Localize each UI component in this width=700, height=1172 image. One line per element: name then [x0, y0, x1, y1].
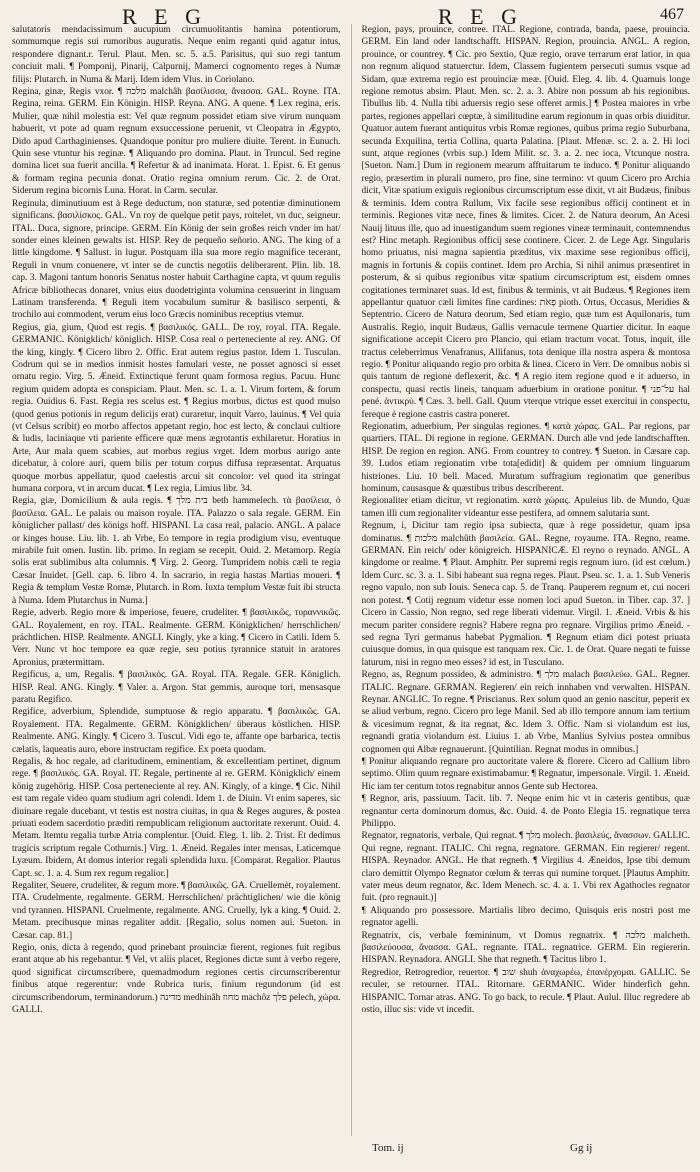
- dictionary-entry: Reginula, diminutiuum est à Rege deductum, non staturæ, sed potentiæ diminutionem significans. βασιλίσκος. GAL. Vn roy de quelque petit pays, roitelet, vn duc, seigneur. ITAL. Duca, signore, principe. GERM. Ein König der sein großes reich vnder im hat/ sonder eines kleinen gewalts ist. HISP. Rey de pequeño señorio. ANG. The king of a little kingdome. ¶ Sallust. in lugur. Postquam illa sua more regio magnifice tecerant, Reguli in vnum conuenere, vt inter se de cunctis negotiis deliberarent. Plin. lib. 18. cap. 3. Magoni tantum honoris Senatus noster habuit Carthagine capta, vt quum regulis Africæ bibliothecas donaret, vnius eius duodetriginta volumina censuerint in linguam Latinam transferenda. ¶ Reguli item vocabulum sumitur & basilisco serpenti, & trochilo aui commodent, verum eius loco Græcis nominibus receptius vtemur.: [12, 198, 341, 321]
- dictionary-entry: Regifice, adverbium, Splendide, sumptuose & regio apparatu. ¶ βασιλικῶς. GA. Royalement. ITA. Regalmente. GERM. Königklichen/ überaus köstlichen. HISP. Realmente. ANG. Kingly. ¶ Cicero 3. Tuscul. Vidi ego te, affante ope barbarica, tectis cælatis, laqueatis auro, ebore instructam regifice. Ex poeta quodam.: [12, 707, 341, 755]
- dictionary-entry: ¶ Aliquando pro possessore. Martialis libro decimo, Quisquis eris nostri post me regnator agelli.: [361, 905, 690, 929]
- dictionary-entry: Regalis, & hoc regale, ad claritudinem, eminentiam, & excellentiam pertinet, dignum rege. ¶ βασιλικός. GA. Royal. IT. Regale, pertinente al re. GERM. Königklich/ einem könig zugehörig. HISP. Cosa perteneciente al rey. AN. Kingly, of a kinge. ¶ Cic. Nihil est tam regale video quam studium agri colendi. Idem 1. de Diuin. Vt enim saperes, sic diuinare regale ducebant, vt testis est nostra ciuitas, in qua & Reges augures, & postea priuati eodem sacerdotio præditi rempublicam religionum auctoritate rexerunt. Ouid. 4. Metam. Itemtu regalia turbæ Atria complentur. [Ouid. Eleg. 1. lib. 2. Trist. Et dedimus tragicis scriptum regale Cothurnis.] Virg. 1. Æneid. Regales inter mensas, Laticemque Lyæum. Ibidem, At domus interior regali splendida luxu. [Comparat. Regalior. Plautus Capt. sc. 1. a. 4. Sum rex regum regalior.]: [12, 756, 341, 879]
- dictionary-entry: Regionatim, aduerbium, Per singulas regiones. ¶ κατὰ χώρας. GAL. Par regions, par quartiers. ITAL. Di regione in regione. GERMAN. Durch alle vnd jede landtschafften. HISP. De region en region. ANG. From countrey to contrey. ¶ Sueton. in Cæsare cap. 39. Ludos etiam regionatim vrbe tota[edidit] & quidem per omnium linguarum histriones. Liu. 10 bell. Maced. Muratum suffragium regionatim que generibus hominum, causasque & quæstibus tribus describerent.: [361, 422, 690, 495]
- right-running-head: R E G: [438, 4, 523, 29]
- left-running-head: R E G: [122, 4, 207, 29]
- dictionary-entry: Region, pays, prouince, contree. ITAL. Regione, contrada, banda, paese, prouincia. GERM. Ein land oder landtschafft. HISPAN. Region, prouincia. ANGL. A region, prouince, or countrey. ¶ Cic. pro Sextio, Quæ regio, orave terrarum erat latior, in qua non regnum aliquod statuerctur. Idem, Classem fugientem persecuti sumus vsque ad Sidam, quæ extrema regio est prouinciæ meæ. [Ouid. Eleg. 4. lib. 4. Quamuis longe regione remotus absim. Plaut. Men. sc. 2. a. 3. Abire non possum ab his regionibus. Tibullus lib. 4. Nulla tibi aduersis regio sese offeret armis.] ¶ Postea maiores in vrbe partes, regiones appellari cœptæ, à similitudine earum regionum in quas orbis diuiditur. Quatuor autem fuerant antiquitus vrbis Romæ regiones, quibus prima regio Suburbana, secunda Exquilina, tertia Collina, quarta Palatina. [Plaut. Mfenæ. sc. 2. a. 2. Hi loci sunt, atque regiones (vrbis sup.) Idem Milit. sc. 3. a. 2. nec ioca, Vtcunque nostra. [Sueton. Nam.] Dum in regionem mearum afftuitarum te induco. ¶ Ponitur aliquando regio, præsertim in plurali numero, pro fine, sine termino: vt quum Cicero pro Archia dicit, Vitæ spatium exiguis regionibus circumscriptum esse dixit, vt ait Budæus, finibus & terminis. Idem contra Rullum, Vix facile sese regionibus officij continent et in terminis. Regiones vitæ nece, fines & limites. Cicer. 2. de Natura deorum, An Acesi Nauij lituus ille, quo ad inuestigandum suem regiones vineæ terminauit, contemnendus est? Hinc metaph. Regionibus officij sese continere. Cicer. 2. de Lege Agr. Singularis homo priuatus, nisi magna sapientia præditus, vix maxime sese regionibus officij, magnis in fortunis & copiis continet. Idem pro Archia, Si nihil animus præsentiret in posterum, & si quibus regionibus vitæ spatium circumscriptum est, eisdem omnes cogitationes terminaret suas. Id est, finibus & terminis, vt ait Budæus. ¶ Regiones item appellantur quatuor cæli limites fine cardines: פְאֹת pioth. Ortus, Occasus, Meridies & Septentrio. Cicero de Natura deorum, Sed etiam regio, quæ tum est Aquilonaris, tum Australis. Regio, inquit Budæus, Gallis vernacule termene Quartier dicitur. In eaque significatione accepit Cicero pro Plancio, qui etiam tractum vocat. Totus, inquit, ille tractus celeberrimus Venafranus, Allifanus, tota denique illa nostra aspera & montosa regio. ¶ Ponitur aliquando regio pro orbita & linea. Cicero in Verr. De omnibus nobis si quis tantum de regione deflexerit, &c. ¶ A regio item regione quod e it aduerso, in conspectu, quasi rectis lineis, tanquam aduerbium in oratione ponitur. ¶ על־פני hal pené. ἀντικρὺ. ¶ Cæs. 3. bell. Gall. Quum vterque vtrique esset exercitui in conspectu, fereque è regione castris castra poneret.: [361, 25, 690, 420]
- dictionary-entry: Regno, as, Regnum possideo, & administro. ¶ מלך malach βασιλεύω. GAL. Regner. ITALIC. Regnare. GERMAN. Regieren/ ein reich innhaben vnd verwalten. HISPAN. Reynar. ANGLIC. To regne. ¶ Priscianus. Rex solum quod an genio nascitur, peperit ex se aliud verbum, regno. Cicero pro lege Manil. Sed ab illo tempore annum iam tertium & vicesimum regnat, & ita regnat, &c. Idem 3. Offic. Nam si violandum est ius, regnandi gratia violandum est. Liuius 1. ab Vrbe, Manlius Sylvius postea omnibus cognomen qui Albæ regnauerunt. [Quintilian. Regnat modus in omnibus.]: [361, 670, 690, 755]
- page-number: 467: [660, 6, 684, 23]
- dictionary-entry: Regina, ginæ, Regis vxor. ¶ מלכה malchâh βασίλισσα, ἄνασσα. GAL. Royne. ITA. Regina, reina. GERM. Ein Königin. HISP. Reyna. ANG. A quene. ¶ Lex regina, eris. Mulier, quæ nihil molestia est: Vel quæ regnum possidet etiam sive virum nunquam habuerit, vt pote ad quam regnum exsuccessione peruenit, vt Cleopatra in Ægypto, Dido apud Carthaginienses. Quandoque ponitur pro muliere diuite. Terent. in Eunuch. Quin sese vtuntur his reginæ. ¶ Aliquando pro domina. Plaut. in Truncul. Sed regine domina licet sua fuerit ancilla. ¶ Refertur & ad inanimata. Horat. 1. Epist. 6. Et genus & formam regina pecunia donat. Oratio regina omnium rerum. Cic. 2. de Orat. Siderum regina bicornis Luna. Horat. in Carm. secular.: [12, 87, 341, 197]
- right-column: [362, 24, 691, 1136]
- left-column: [12, 24, 341, 1136]
- dictionary-entry: Regificus, a, um, Regalis. ¶ βασιλικός. GA. Royal. ITA. Regale. GER. Königlich. HISP. Real. ANG. Kingly. ¶ Valer. a. Argon. Stat gemmis, auroque tori, mensasque paratu Regifico.: [12, 670, 341, 705]
- volume-mark: Tom. ij: [372, 1142, 404, 1154]
- dictionary-entry: Regnatrix, cis, verbale fœmininum, vt Domus regnatrix. ¶ מלכה malcheth. βασιλεύουσα, ἄνασσα. GAL. regnante. ITAL. regnatrice. GERM. Ein regiererin. HISPAN. Reynadora. ANGLI. She that regneth. ¶ Tacitus libro 1.: [361, 930, 690, 966]
- signature-mark: Gg ij: [570, 1142, 593, 1154]
- dictionary-entry: ¶ Ponitur aliquando regnare pro auctoritate valere & florere. Cicero ad Callium libro septimo. Olim quum regnare existimabamur. ¶ Regnatur, impersonale. Virgil. 1. Æneid. Hic iam ter centum totos regnabitur annos Gente sub Hectorea.: [361, 756, 690, 792]
- dictionary-entry: Regio, onis, dicta à regendo, quod prinebant prouinciæ fierent, regiones fuit regibus erant atque ab his regebantur. ¶ Vel, vt aliis placet, Regiones dictæ sunt à verbo regere, quod significat circumscribere, quemadmodum regiones certis circumscriberentur finibus atque regerentur: vnde Rubrica turis, finium regundorum (id est circumscribendorum, terminandorum.) מדינה medhinâh מחוז machôz פלך pelech, χώρα. GALLI.: [12, 943, 341, 1016]
- dictionary-entry: Regaliter, Seuere, crudeliter, & regum more. ¶ βασιλικῶς. GA. Cruellemèt, royalement. ITA. Crudelmente, regalmente. GERM. Herrschlichen/ prächtiglichen/ wie die könig vnd tyrannen. HISPANI. Cruelmente, regalmente. ANG. Cruelly, lyk a king. ¶ Ouid. 2. Metam. precibusque minas regaliter addit. [Regalio, solus nomen aui. Sueton. in Cæsar. cap. 81.]: [12, 881, 341, 941]
- dictionary-entry: ¶ Regnor, aris, passiuum. Tacit. lib. 7. Neque enim hic vt in cæteris gentibus, quæ regnantur certa dominorum domus, &c. Ouid. 4. de Ponto Elegia 15. regnatique terra Philippo.: [361, 794, 690, 829]
- page-footer: [0, 1140, 700, 1166]
- running-header: [12, 4, 690, 29]
- dictionary-entry: Regia, giæ, Domicilium & aula regis. ¶ בית מלך beth hammelech. τὰ βασίλεια, ὁ βασίλεια. GAL. Le palais ou maison royale. ITA. Palazzo o sala regale. GERM. Ein königlicher pallast/ des königs hoff. HISPANI. La casa real, palacio. ANGL. A palace or kinges house. Liu. lib. 1. ab Vrbe, Eo tempore in regia prodigium visu, eventuque mirabile fuit omen. Iustin. lib. primo. In regiam se recepit. Ouid. 2. Metamorp. Regia solis erat sublimibus alta columnis. ¶ Virg. 2. Georg. Tumpridem nobis cæli te regia Cæsar Inuidet. [Gell. cap. 6. libro 4. In sacrario, in regia hastas Martias moueri. ¶ Regia & templum Vestæ Romæ, Plutarch. in Rom. Iuxta templum Vestæ fuit ibi structa à Numa. Idem Plutarchus in Numa.]: [12, 496, 341, 606]
- dictionary-entry: salutatoris mendacissimum aucupium circumuolitantis hamina potentiorum, sommumque regis sui rumoribus auguratis. Neque enim reganti quid agatur intus, respondere dignant.r. Terul. Plaut. Men. sc. 5. a.5. Parisitus, qui suo regi tantum conciuit mali. ¶ Pomponij, Pinarij, Calpurnij, Mamerci cognomento reges à Numæ filijs: Plutarch. in Numa & Marij. Idem idem Vlus. in Coriolano.: [12, 25, 341, 85]
- dictionary-entry: Regionaliter etiam dicitur, vt regionatim. κατὰ χώρας. Apuleius lib. de Mundo, Quæ tamen illi cum regionaliter videantur esse pestifera, ad omnem salutaria sunt.: [361, 496, 690, 519]
- dictionary-entry: Regnum, i, Dicitur tam regio ipsa subiecta, quæ à rege possidetur, quam ipsa dominatus. ¶ מלכות malchûth βασιλεία. GAL. Regne, royaume. ITA. Regno, reame. GERMAN. Ein reich/ oder königreich. HISPANICÆ. El reyno o reynado. ANGL. A kingdome or realme. ¶ Plaut. Amphitr. Per supremi regis regnum iuro. (id est cœlum.) Idem Curc. sc. 3. a. 1. Sibi habeant sua regna reges. Plaut. Pseu. sc. 1. a. 1. Sub Veneris regno vapulo, non sub Iouis. Seneca cap. 5. de Tranq. Pauperem regnum et, cui noceri non potest. ¶ Cotij regnum videtur esse nomen loci apud Sueton. in Tiber. cap. 37. ] Cicero in Cassio, Non regno, sed rege liberati videmur. Virgil. 1. Æneid. Vrbis & his mecum pariter considere regnis? Habere regna pro regnare. Virgilius primo Æneid. -sed regna Tyri germanus habebat Pygmalion. ¶ Regnum etiam dici potest priuata cuiusque domus, in qua quisque est tanquam rex. Cic. 1. de Orat. Quare negati te fuisse laturum, nisi in regno meo esses? id est, in Tusculano.: [361, 521, 690, 668]
- text-columns: [12, 24, 690, 1136]
- dictionary-entry: Regredior, Retrogredior, reuertor. ¶ שוב shuh ἀναχωρέω, ἐπανέρχομαι. GALLIC. Se reculer, se retourner. ITAL. Ritornare. GERMANIC. Wider hinderfich gehn. HISPANIC. Tornar atras. ANG. To go back, to recule. ¶ Plaut. Aulul. Illuc regredere ab ostio, illuc sis: vide vt incedit.: [361, 967, 690, 1016]
- column-divider: [351, 24, 352, 1136]
- dictionary-entry: Regnator, regnatoris, verbale, Qui regnat. ¶ מלך molech. βασιλεύς, ἄνασσων. GALLIC. Qui regne, regnant. ITALIC. Chi regna, regnatore. GERMAN. Ein regierer/ regent. HISPA. Reynador. ANGL. He that regneth. ¶ Virgilius 4. Æneidos, Ipse tibi demum claro demittit Olympo Regnator cœlum & terras qui numine torquet. [Plautus Amphitr. vater meus deum regnator, &c. Idem Menech. sc. 4. a. 1. Vbi rex Agathocles regnator fuit. (pro regnauit.)]: [361, 831, 690, 904]
- dictionary-entry: Regius, gia, gium, Quod est regis. ¶ βασιλικός. GALL. De roy, royal. ITA. Regale. GERMANIC. Königklich/ königlich. HISP. Cosa real o perteneciente al rey. ANG. Of the king, kingly. ¶ Cicero libro 2. Offic. Erat autem regius pastor. Idem 1. Tusculan. Codrum qui se in medios inmisit hostes famulari veste, ne posset agnosci si esset ornatu regio. Virg. 5. Æneid. Extinctique ferunt quam formosa regius. Pacuu. Hunc regium quidem adopta es conspiciam. Plaut. Men. sc. 1. a. 1. Virum fortem, & forum regia. Ouidius 6. Fast. Regia res scelus est. ¶ Regius morbus, dictus est quod mulso (quod genus potionis in regum delicijs erat) curaretur, inquit Varro, lauinus. ¶ Vel quia (vt Celsus scribit) eo morbo affectos appetant regio, hoc est lecto, & conclaui cultiore & ludis, laciniaque vti pariente efficere quæ mens ægrotantis exhilaretur. Horatius in Arte, Aur mala quem scabies, aut morbus regius vrget. Idem morbus aurigo ante dicebatur, à colore auri, quem bilis per totum corpus diffusa repræsentat. Arquatus quoque morbus appellatur, quod caelestis arcui sit concolor: vel quod ita stringat humana corpora, vt in arcum ducat. ¶ Lex regia, Limius libr. 34.: [12, 322, 341, 495]
- dictionary-entry: Regie, adverb. Regio more & imperiose, feuere, crudeliter. ¶ βασιλικῶς, τυραννικῶς. GAL. Royalement, en roy. ITAL. Realmente. GERM. Königklichen/ herrschlichen/ prächtlichen. HISP. Realmente. ANGLI. Kingly, yke a king. ¶ Cicero in Catili. Idem 5. Verr. Nunc vt hoc tempore ea quæ regie, seu potius tyrannice statuit in aratores Apronius, prætermittam.: [12, 608, 341, 668]
